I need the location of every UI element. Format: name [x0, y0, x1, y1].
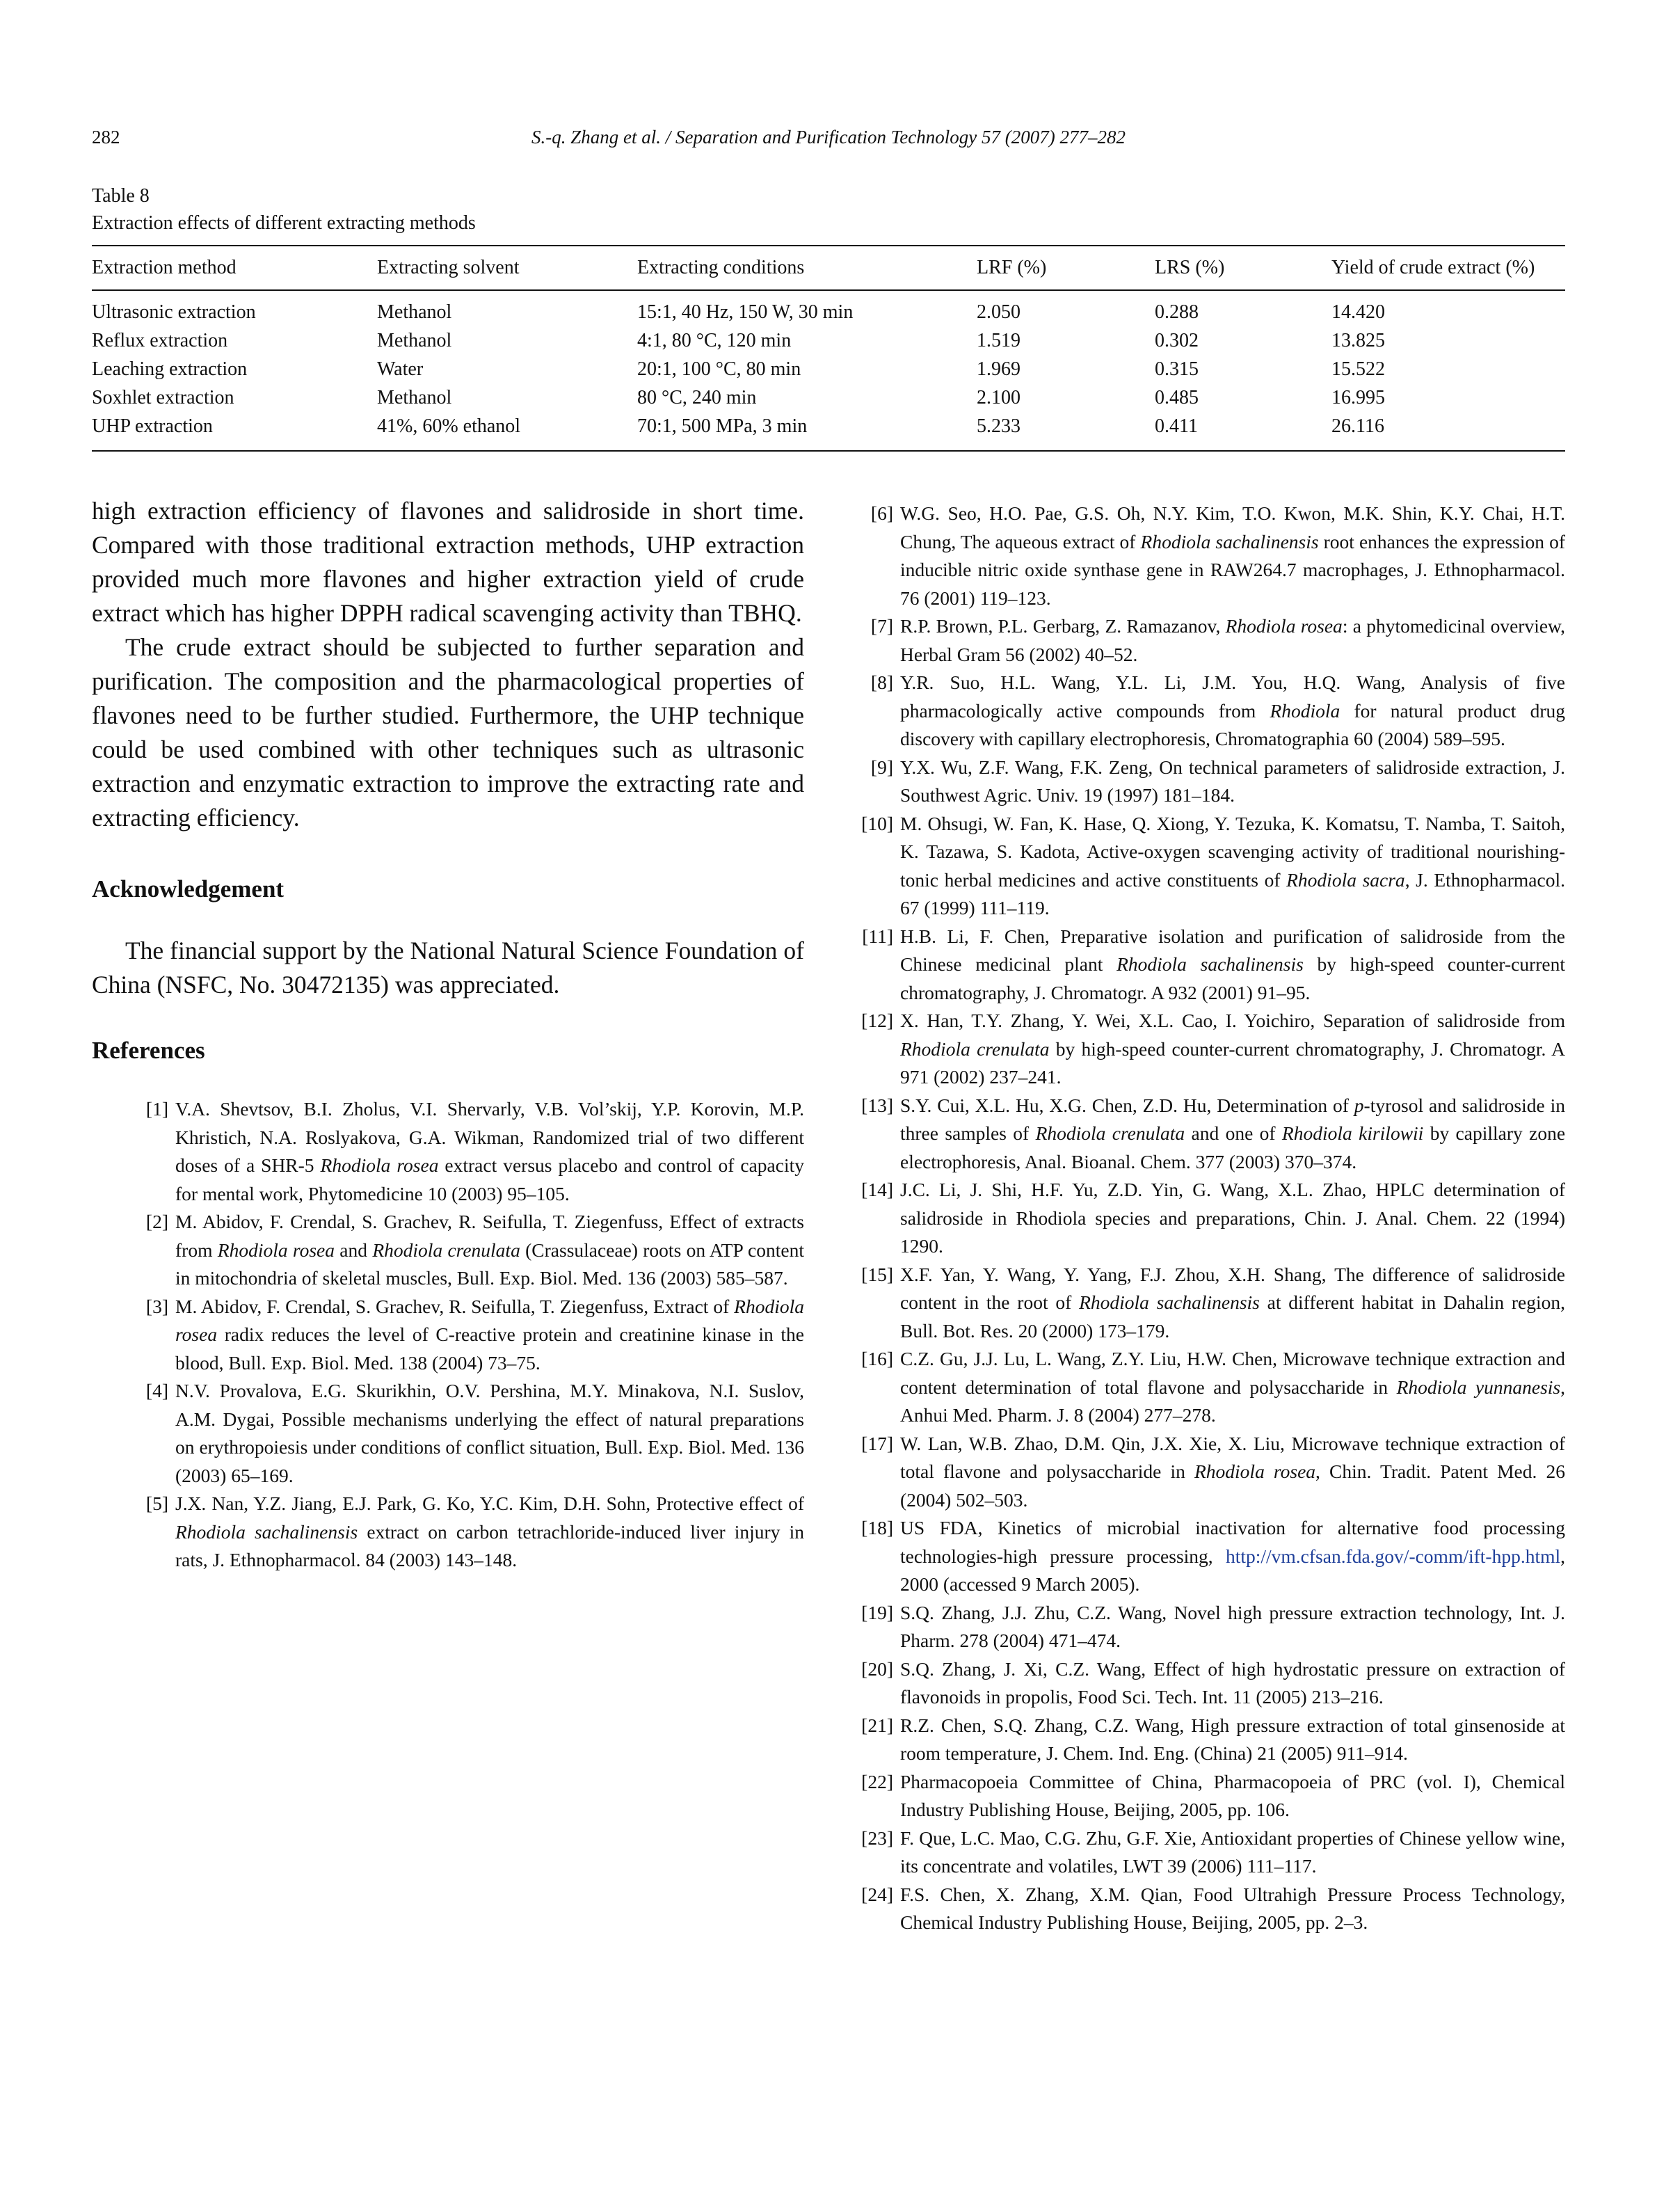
table-row [92, 355, 1565, 383]
reference-number: [5] [145, 1493, 168, 1514]
table-label: Table 8 [92, 185, 150, 207]
reference-item: [11] H.B. Li, F. Chen, Preparative isolation and purification of salidroside from the Chinese medicinal plant Rhodiola sachalinensis by high-speed counter-current chromatography, J. Chromatogr. A 932 (2001) 91–95. [853, 923, 1565, 1008]
column-header: Extracting conditions [637, 246, 977, 290]
reference-item: [12] X. Han, T.Y. Zhang, Y. Wei, X.L. Cao, I. Yoichiro, Separation of salidroside from Rhodiola crenulata by high-speed counter-current chromatography, J. Chromatogr. A 971 (2002) 237–241. [853, 1007, 1565, 1092]
table-title: Extraction effects of different extracting methods [92, 212, 476, 234]
paragraph-text: The crude extract should be subjected to further separation and purification. The composition and the pharmacological properties of flavones need to be further studied. Furthermore, the UHP technique could be used combined with other techniques such as ultrasonic extraction and enzymatic extraction to improve the extracting rate and extracting efficiency. [92, 633, 804, 832]
table-cell: Ultrasonic extraction [92, 301, 256, 323]
table-8 [92, 182, 1565, 452]
reference-number: [2] [145, 1211, 168, 1232]
fda-hpp-link[interactable]: http://vm.cfsan.fda.gov/-comm/ift-hpp.html [1225, 1545, 1561, 1567]
reference-item: [22] Pharmacopoeia Committee of China, Pharmacopoeia of PRC (vol. I), Chemical Industry Publishing House, Beijing, 2005, pp. 106. [853, 1768, 1565, 1824]
page-number: 282 [92, 127, 120, 148]
reference-item: [5] J.X. Nan, Y.Z. Jiang, E.J. Park, G. Ko, Y.C. Kim, D.H. Sohn, Protective effect of Rhodiola sachalinensis extract on carbon tetrachloride-induced liver injury in rats, J. Ethnopharmacol. 84 (2003) 143–148. [92, 1490, 804, 1575]
reference-item: [3] M. Abidov, F. Crendal, S. Grachev, R. Seifulla, T. Ziegenfuss, Extract of Rhodiola rosea radix reduces the level of C-reactive protein and creatinine kinase in the blood, Bull. Exp. Biol. Med. 138 (2004) 73–75. [92, 1293, 804, 1378]
table-cell: 70:1, 500 MPa, 3 min [637, 412, 977, 451]
table-cell: 16.995 [1331, 387, 1385, 408]
column-header: Extracting solvent [377, 246, 637, 290]
table-cell: 0.302 [1155, 330, 1199, 351]
reference-item: [6] W.G. Seo, H.O. Pae, G.S. Oh, N.Y. Kim, T.O. Kwon, M.K. Shin, K.Y. Chai, H.T. Chung, The aqueous extract of Rhodiola sachalinensis root enhances the expression of inducible nitric oxide synthase gene in RAW264.7 macrophages, J. Ethnopharmacol. 76 (2001) 119–123. [853, 500, 1565, 612]
reference-item: [16] C.Z. Gu, J.J. Lu, L. Wang, Z.Y. Liu, H.W. Chen, Microwave technique extraction and content determination of total flavone and polysaccharide in Rhodiola yunnanesis, Anhui Med. Pharm. J. 8 (2004) 277–278. [853, 1345, 1565, 1430]
table-cell: 0.288 [1155, 301, 1199, 323]
table-cell: Methanol [377, 301, 452, 323]
reference-number: [23] [861, 1827, 893, 1849]
table-row [92, 412, 1565, 451]
reference-item: [10] M. Ohsugi, W. Fan, K. Hase, Q. Xiong, Y. Tezuka, K. Komatsu, T. Namba, T. Saitoh, K. Tazawa, S. Kadota, Active-oxygen scavenging activity of traditional nourishing-tonic herbal medicines and active constituents of Rhodiola sacra, J. Ethnopharmacol. 67 (1999) 111–119. [853, 810, 1565, 923]
table-cell: Water [377, 358, 424, 380]
reference-number: [22] [861, 1770, 893, 1792]
reference-number: [17] [861, 1432, 893, 1454]
table-cell: 80 °C, 240 min [637, 387, 757, 408]
table-cell: Reflux extraction [92, 330, 228, 351]
reference-item: [4] N.V. Provalova, E.G. Skurikhin, O.V. Pershina, M.Y. Minakova, N.I. Suslov, A.M. Dygai, Possible mechanisms underlying the effect of natural preparations on erythropoiesis under conditions of conflict situation, Bull. Exp. Biol. Med. 136 (2003) 65–169. [92, 1377, 804, 1490]
reference-number: [3] [145, 1295, 168, 1317]
acknowledgement-text [92, 934, 804, 1002]
reference-number: [24] [861, 1883, 893, 1905]
reference-list-right [853, 500, 1565, 1937]
reference-item: [24] F.S. Chen, X. Zhang, X.M. Qian, Food Ultrahigh Pressure Process Technology, Chemical Industry Publishing House, Beijing, 2005, pp. 2–3. [853, 1881, 1565, 1937]
reference-number: [20] [861, 1657, 893, 1680]
reference-item: [21] R.Z. Chen, S.Q. Zhang, C.Z. Wang, High pressure extraction of total ginsenoside at room temperature, J. Chem. Ind. Eng. (China) 21 (2005) 911–914. [853, 1712, 1565, 1768]
reference-number: [13] [861, 1094, 893, 1116]
column-header: Yield of crude extract (%) [1331, 246, 1565, 290]
table-cell: 41%, 60% ethanol [377, 412, 637, 451]
table-cell: 15.522 [1331, 358, 1385, 380]
reference-number: [12] [861, 1010, 893, 1031]
reference-number: [7] [870, 615, 893, 637]
reference-number: [9] [870, 756, 893, 778]
running-head [92, 127, 1565, 154]
body-paragraph [92, 630, 804, 835]
reference-item: [8] Y.R. Suo, H.L. Wang, Y.L. Li, J.M. You, H.Q. Wang, Analysis of five pharmacologically active compounds from Rhodiola for natural product drug discovery with capillary electrophoresis, Chromatographia 60 (2004) 589–595. [853, 669, 1565, 754]
table-cell: 2.100 [977, 387, 1020, 408]
reference-item: [18] US FDA, Kinetics of microbial inactivation for alternative food processing technologies-high pressure processing, http://vm.cfsan.fda.gov/-comm/ift-hpp.html, 2000 (accessed 9 March 2005). [853, 1514, 1565, 1599]
table-cell: Methanol [377, 387, 452, 408]
table-cell: 1.519 [977, 330, 1020, 351]
column-header: Extraction method [92, 246, 377, 290]
table-cell: Leaching extraction [92, 358, 248, 380]
reference-item: [7] R.P. Brown, P.L. Gerbarg, Z. Ramazanov, Rhodiola rosea: a phytomedicinal overview, Herbal Gram 56 (2002) 40–52. [853, 612, 1565, 669]
reference-number: [16] [861, 1348, 893, 1369]
right-column [853, 500, 1565, 1937]
reference-number: [19] [861, 1601, 893, 1623]
table-row [92, 383, 1565, 412]
table-cell: 5.233 [977, 412, 1155, 451]
reference-item: [23] F. Que, L.C. Mao, C.G. Zhu, G.F. Xie, Antioxidant properties of Chinese yellow wine, its concentrate and volatiles, LWT 39 (2006) 111–117. [853, 1824, 1565, 1881]
paragraph-text: The financial support by the National Natural Science Foundation of China (NSFC, No. 30472135) was appreciated. [92, 937, 804, 998]
table-cell: 0.411 [1155, 412, 1331, 451]
table-cell: 0.315 [1155, 358, 1199, 380]
table-cell: 1.969 [977, 358, 1020, 380]
reference-item: [14] J.C. Li, J. Shi, H.F. Yu, Z.D. Yin, G. Wang, X.L. Zhao, HPLC determination of salidroside in Rhodiola species and preparations, Chin. J. Anal. Chem. 22 (1994) 1290. [853, 1176, 1565, 1261]
reference-item: [2] M. Abidov, F. Crendal, S. Grachev, R. Seifulla, T. Ziegenfuss, Effect of extracts from Rhodiola rosea and Rhodiola crenulata (Crassulaceae) roots on ATP content in mitochondria of skeletal muscles, Bull. Exp. Biol. Med. 136 (2003) 585–587. [92, 1208, 804, 1293]
column-header: LRF (%) [977, 246, 1155, 290]
reference-number: [8] [870, 671, 893, 693]
table-cell: 2.050 [977, 301, 1020, 323]
table-cell: 15:1, 40 Hz, 150 W, 30 min [637, 301, 854, 323]
acknowledgement-heading: Acknowledgement [92, 875, 285, 902]
reference-number: [18] [861, 1517, 893, 1538]
table-row [92, 290, 1565, 326]
reference-number: [6] [870, 502, 893, 524]
references-heading: References [92, 1037, 205, 1064]
table-cell: 13.825 [1331, 330, 1385, 351]
reference-item: [19] S.Q. Zhang, J.J. Zhu, C.Z. Wang, Novel high pressure extraction technology, Int. J. Pharm. 278 (2004) 471–474. [853, 1599, 1565, 1655]
reference-number: [4] [145, 1380, 168, 1401]
reference-item: [1] V.A. Shevtsov, B.I. Zholus, V.I. Shervarly, V.B. Vol’skij, Y.P. Korovin, M.P. Khristich, N.A. Roslyakova, G.A. Wikman, Randomized trial of two different doses of a SHR-5 Rhodiola rosea extract versus placebo and control of capacity for mental work, Phytomedicine 10 (2003) 95–105. [92, 1095, 804, 1208]
reference-item: [20] S.Q. Zhang, J. Xi, C.Z. Wang, Effect of high hydrostatic pressure on extraction of flavonoids in propolis, Food Sci. Tech. Int. 11 (2005) 213–216. [853, 1655, 1565, 1712]
table-cell: 20:1, 100 °C, 80 min [637, 358, 801, 380]
table-cell: 0.485 [1155, 387, 1199, 408]
table-cell: UHP extraction [92, 412, 377, 451]
table-header-row [92, 246, 1565, 290]
reference-number: [21] [861, 1714, 893, 1736]
reference-number: [10] [861, 812, 893, 834]
table-row [92, 326, 1565, 355]
table-cell: 26.116 [1331, 412, 1565, 451]
reference-number: [15] [861, 1263, 893, 1285]
reference-number: [11] [862, 925, 893, 947]
reference-item: [9] Y.X. Wu, Z.F. Wang, F.K. Zeng, On technical parameters of salidroside extraction, J. Southwest Agric. Univ. 19 (1997) 181–184. [853, 754, 1565, 810]
column-header: LRS (%) [1155, 246, 1331, 290]
table-cell: 4:1, 80 °C, 120 min [637, 330, 792, 351]
left-column [92, 494, 804, 1575]
reference-item: [13] S.Y. Cui, X.L. Hu, X.G. Chen, Z.D. Hu, Determination of p-tyrosol and salidroside in three samples of Rhodiola crenulata and one of Rhodiola kirilowii by capillary zone electrophoresis, Anal. Bioanal. Chem. 377 (2003) 370–374. [853, 1092, 1565, 1177]
reference-number: [14] [861, 1179, 893, 1200]
reference-item: [15] X.F. Yan, Y. Wang, Y. Yang, F.J. Zhou, X.H. Shang, The difference of salidroside content in the root of Rhodiola sachalinensis at different habitat in Dahalin region, Bull. Bot. Res. 20 (2000) 173–179. [853, 1261, 1565, 1346]
table-cell: 14.420 [1331, 301, 1385, 323]
reference-number: [1] [145, 1098, 168, 1120]
reference-list-left [92, 1095, 804, 1575]
table-cell: Methanol [377, 330, 452, 351]
table-cell: Soxhlet extraction [92, 387, 234, 408]
journal-citation: S.-q. Zhang et al. / Separation and Purification Technology 57 (2007) 277–282 [531, 127, 1126, 148]
extraction-table [92, 245, 1565, 452]
reference-item: [17] W. Lan, W.B. Zhao, D.M. Qin, J.X. Xie, X. Liu, Microwave technique extraction of total flavone and polysaccharide in Rhodiola rosea, Chin. Tradit. Patent Med. 26 (2004) 502–503. [853, 1430, 1565, 1515]
body-paragraph: high extraction efficiency of flavones and salidroside in short time. Compared with those traditional extraction methods, UHP extraction provided much more flavones and higher extraction yield of crude extract which has higher DPPH radical scavenging activity than TBHQ. [92, 497, 804, 627]
